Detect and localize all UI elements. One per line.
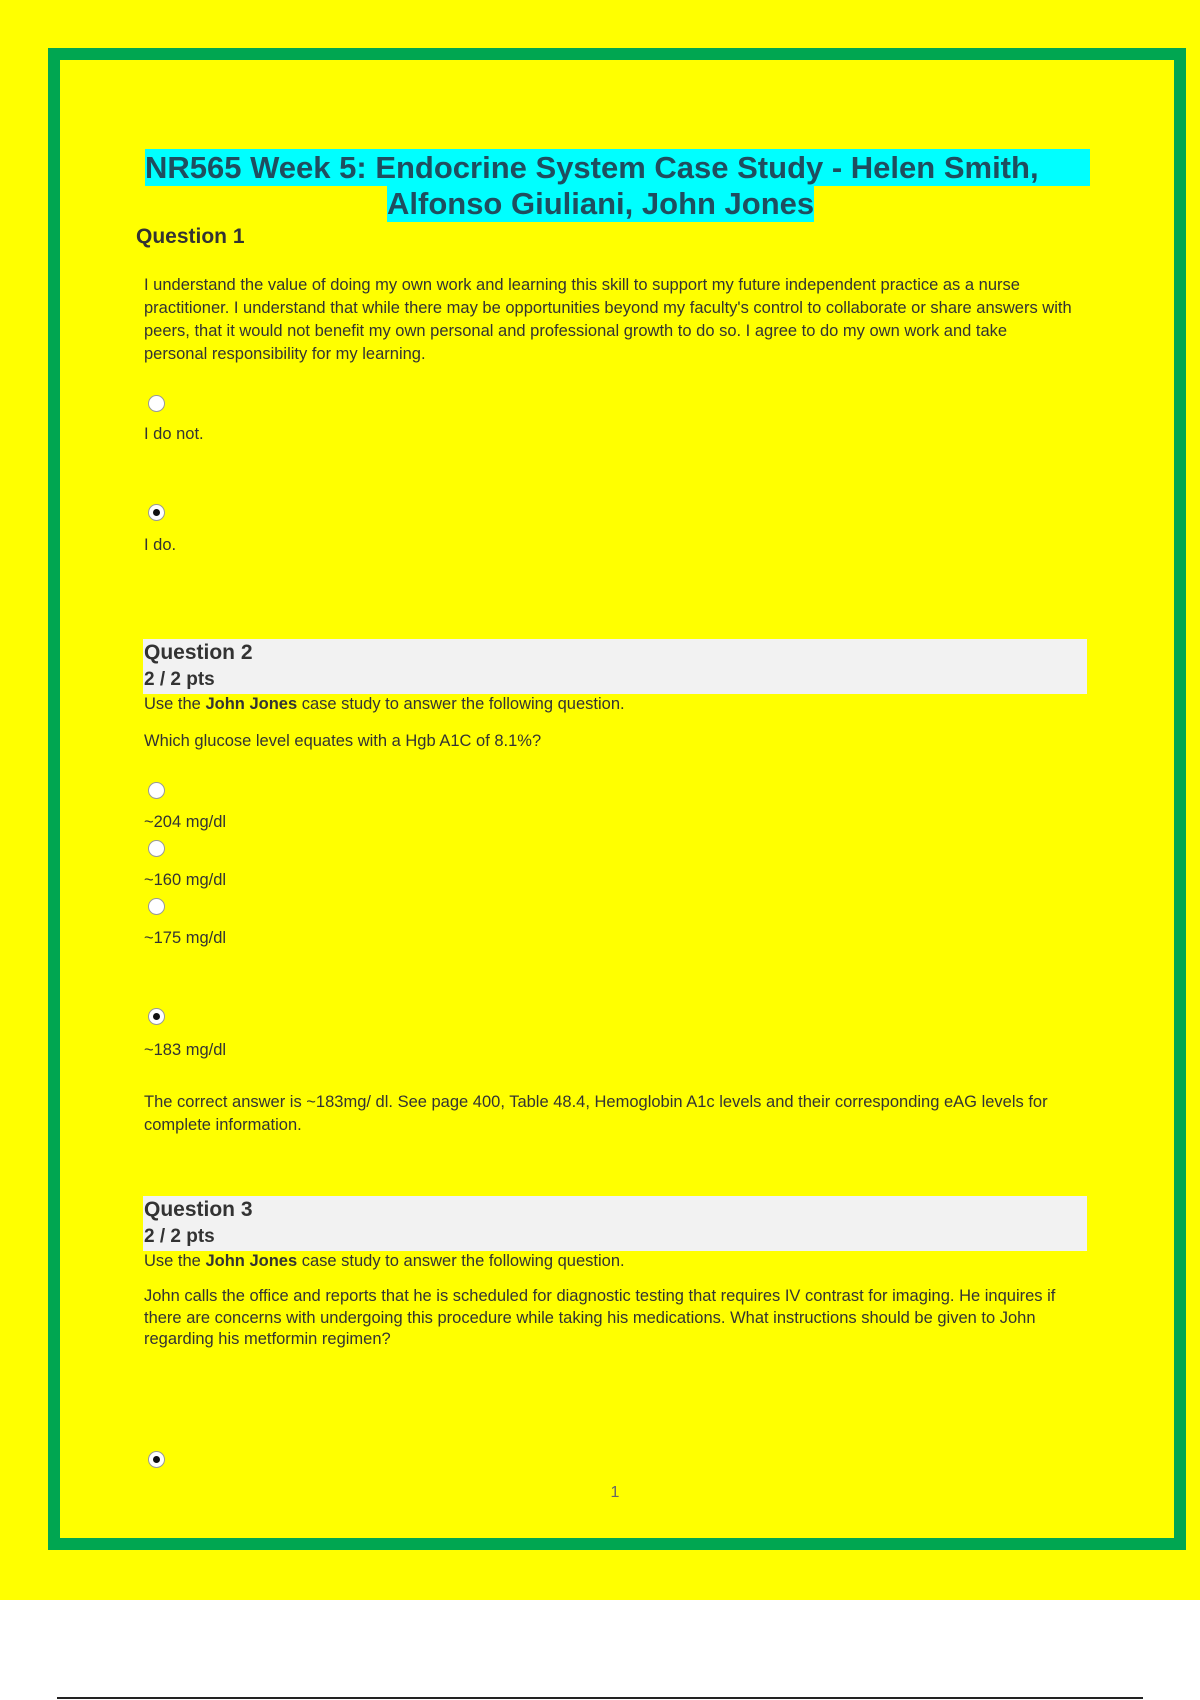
question-2-explanation: The correct answer is ~183mg/ dl. See page 400, Table 48.4, Hemoglobin A1c levels and their corresponding eAG levels for complete information. xyxy=(144,1093,1048,1134)
question-1-title: Question 1 xyxy=(136,225,245,248)
question-1-option-2-label: I do. xyxy=(144,536,177,554)
question-2-option-3-radio[interactable] xyxy=(148,898,165,915)
question-2-prompt: Which glucose level equates with a Hgb A1C of 8.1%? xyxy=(144,732,542,750)
question-3-intro-case-name: John Jones xyxy=(205,1252,298,1270)
question-1-option-2-radio[interactable] xyxy=(148,504,165,521)
question-1-option-1-label: I do not. xyxy=(144,425,204,443)
question-2-option-1-label: ~204 mg/dl xyxy=(144,813,227,831)
question-3-title: Question 3 xyxy=(144,1198,253,1221)
question-2-intro xyxy=(144,695,625,714)
question-2-option-4-radio[interactable] xyxy=(148,1008,165,1025)
question-1-option-1-radio[interactable] xyxy=(148,395,165,412)
question-3-intro-before: Use the xyxy=(144,1252,206,1270)
question-2-option-1-radio[interactable] xyxy=(148,782,165,799)
question-3-intro-after: case study to answer the following question. xyxy=(297,1252,625,1270)
question-2-title: Question 2 xyxy=(144,641,253,664)
question-2-intro-case-name: John Jones xyxy=(205,695,298,713)
question-3-points: 2 / 2 pts xyxy=(144,1226,215,1247)
question-2-points: 2 / 2 pts xyxy=(144,669,215,690)
page-number: 1 xyxy=(610,1484,620,1501)
question-2-option-4-label: ~183 mg/dl xyxy=(144,1041,227,1059)
question-3-header xyxy=(143,1196,1087,1251)
question-2-option-2-label: ~160 mg/dl xyxy=(144,871,227,889)
question-2-option-3-label: ~175 mg/dl xyxy=(144,929,227,947)
question-2-intro-after: case study to answer the following question. xyxy=(297,695,625,713)
question-2-option-2-radio[interactable] xyxy=(148,840,165,857)
document-title-line-2: Alfonso Giuliani, John Jones xyxy=(387,186,815,221)
question-3-prompt: John calls the office and reports that he is scheduled for diagnostic testing that requires IV contrast for imaging. He inquires if there are concerns with undergoing this procedure while taking his medications. What instructions should be given to John regarding his metformin regimen? xyxy=(144,1287,1056,1348)
question-2-intro-before: Use the xyxy=(144,695,206,713)
question-2-header xyxy=(143,639,1087,694)
question-1-prompt: I understand the value of doing my own work and learning this skill to support my future independent practice as a nurse practitioner. I understand that while there may be opportunities beyond my faculty's control to collaborate or share answers with peers, that it would not benefit my own personal and professional growth to do so. I agree to do my own work and take personal responsibility for my learning. xyxy=(144,276,1072,363)
document-title-line-1: NR565 Week 5: Endocrine System Case Study - Helen Smith, xyxy=(145,149,1090,186)
question-3-option-1-radio[interactable] xyxy=(148,1451,165,1468)
footer-divider xyxy=(57,1697,1143,1699)
question-3-intro xyxy=(144,1252,625,1271)
